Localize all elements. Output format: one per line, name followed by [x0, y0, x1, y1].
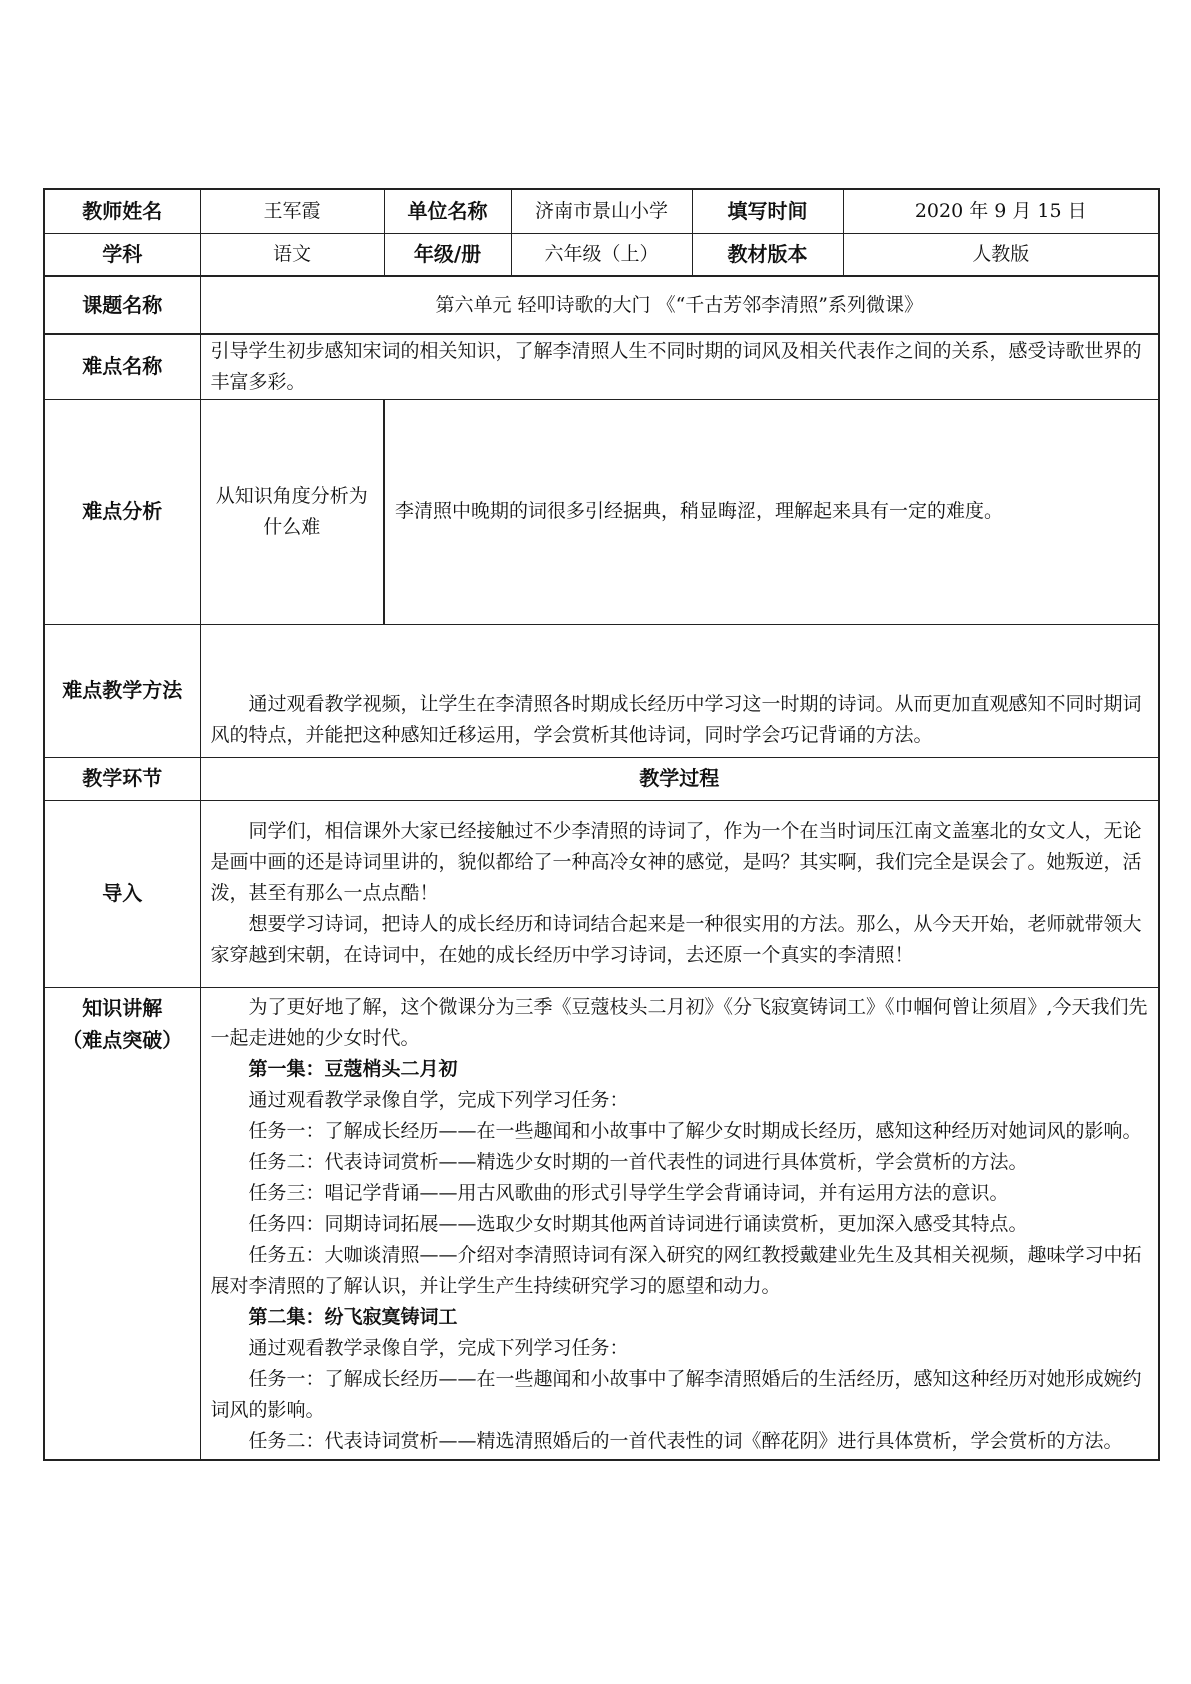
episode-2-task-2: 任务二：代表诗词赏析——精选清照婚后的一首代表性的词《醉花阴》进行具体赏析，学会赏析的方法。	[248, 1429, 1123, 1452]
row-knowledge	[44, 987, 1159, 1460]
intro-content	[200, 800, 1159, 987]
episode-1-task-5: 任务五：大咖谈清照——介绍对李清照诗词有深入研究的网红教授戴建业先生及其相关视频，趣味学习中拓展对李清照的了解认识，并让学生产生持续研究学习的愿望和动力。	[210, 1243, 1142, 1297]
unit-value: 济南市景山小学	[511, 189, 692, 233]
episode-1-task-3: 任务三：唱记学背诵——用古风歌曲的形式引导学生学会背诵诗词，并有运用方法的意识。	[248, 1181, 1009, 1204]
topic-value: 第六单元 轻叩诗歌的大门 《“千古芳邻李清照”系列微课》	[200, 276, 1159, 334]
difficulty-text: 引导学生初步感知宋词的相关知识，了解李清照人生不同时期的词风及相关代表作之间的关系，感受诗歌世界的丰富多彩。	[210, 339, 1142, 393]
episode-2-title: 第二集：纷飞寂寞铸词工	[248, 1305, 458, 1328]
episode-1-task-2: 任务二：代表诗词赏析——精选少女时期的一首代表性的词进行具体赏析，学会赏析的方法。	[248, 1150, 1028, 1173]
intro-paragraph-1: 同学们，相信课外大家已经接触过不少李清照的诗词了，作为一个在当时词压江南文盖塞北的女文人，无论是画中画的还是诗词里讲的，貌似都给了一种高冷女神的感觉，是吗？其实啊，我们完全是误会了。她叛逆，活泼，甚至有那么一点点酷！	[210, 820, 1142, 904]
date-label: 填写时间	[692, 189, 843, 233]
analysis-label: 难点分析	[44, 399, 200, 624]
subject-label: 学科	[44, 233, 200, 276]
analysis-value: 李清照中晚期的词很多引经据典，稍显晦涩，理解起来具有一定的难度。	[384, 399, 1159, 624]
row-topic	[44, 276, 1159, 334]
row-difficulty	[44, 334, 1159, 399]
row-teacher	[44, 189, 1159, 233]
row-intro	[44, 800, 1159, 987]
episode-1-title: 第一集：豆蔻梢头二月初	[248, 1057, 458, 1080]
subject-value: 语文	[200, 233, 384, 276]
row-subject	[44, 233, 1159, 276]
episode-2-intro: 通过观看教学录像自学，完成下列学习任务：	[248, 1336, 629, 1359]
topic-label: 课题名称	[44, 276, 200, 334]
edition-value: 人教版	[843, 233, 1159, 276]
difficulty-label: 难点名称	[44, 334, 200, 399]
row-process-header	[44, 757, 1159, 800]
process-label: 教学过程	[200, 757, 1159, 800]
episode-1-intro: 通过观看教学录像自学，完成下列学习任务：	[248, 1088, 629, 1111]
analysis-aspect: 从知识角度分析为什么难	[200, 399, 384, 624]
method-text: 通过观看教学视频，让学生在李清照各时期成长经历中学习这一时期的诗词。从而更加直观感知不同时期词风的特点，并能把这种感知迁移运用，学会赏析其他诗词，同时学会巧记背诵的方法。	[210, 692, 1142, 746]
date-value: 2020 年 9 月 15 日	[843, 189, 1159, 233]
difficulty-value	[200, 334, 1159, 399]
teacher-label: 教师姓名	[44, 189, 200, 233]
unit-label: 单位名称	[384, 189, 511, 233]
intro-label: 导入	[44, 800, 200, 987]
knowledge-intro: 为了更好地了解，这个微课分为三季《豆蔻枝头二月初》《分飞寂寞铸词工》《巾帼何曾让须眉》,今天我们先一起走进她的少女时代。	[210, 995, 1148, 1049]
episode-2-task-1: 任务一：了解成长经历——在一些趣闻和小故事中了解李清照婚后的生活经历，感知这种经历对她形成婉约词风的影响。	[210, 1367, 1142, 1421]
knowledge-label-line1: 知识讲解	[82, 995, 163, 1020]
knowledge-label-line2: （难点突破）	[62, 1027, 183, 1052]
row-method	[44, 624, 1159, 757]
method-value	[200, 624, 1159, 757]
row-analysis	[44, 399, 1159, 624]
lesson-plan-table	[43, 188, 1160, 1461]
edition-label: 教材版本	[692, 233, 843, 276]
grade-label: 年级/册	[384, 233, 511, 276]
method-label: 难点教学方法	[44, 624, 200, 757]
knowledge-content	[200, 987, 1159, 1460]
knowledge-label	[44, 987, 200, 1460]
stage-label: 教学环节	[44, 757, 200, 800]
teacher-value: 王军霞	[200, 189, 384, 233]
episode-1-task-1: 任务一：了解成长经历——在一些趣闻和小故事中了解少女时期成长经历，感知这种经历对她词风的影响。	[248, 1119, 1142, 1142]
episode-1-task-4: 任务四：同期诗词拓展——选取少女时期其他两首诗词进行诵读赏析，更加深入感受其特点。	[248, 1212, 1028, 1235]
intro-paragraph-2: 想要学习诗词，把诗人的成长经历和诗词结合起来是一种很实用的方法。那么，从今天开始，老师就带领大家穿越到宋朝，在诗词中，在她的成长经历中学习诗词，去还原一个真实的李清照！	[210, 913, 1142, 966]
grade-value: 六年级（上）	[511, 233, 692, 276]
